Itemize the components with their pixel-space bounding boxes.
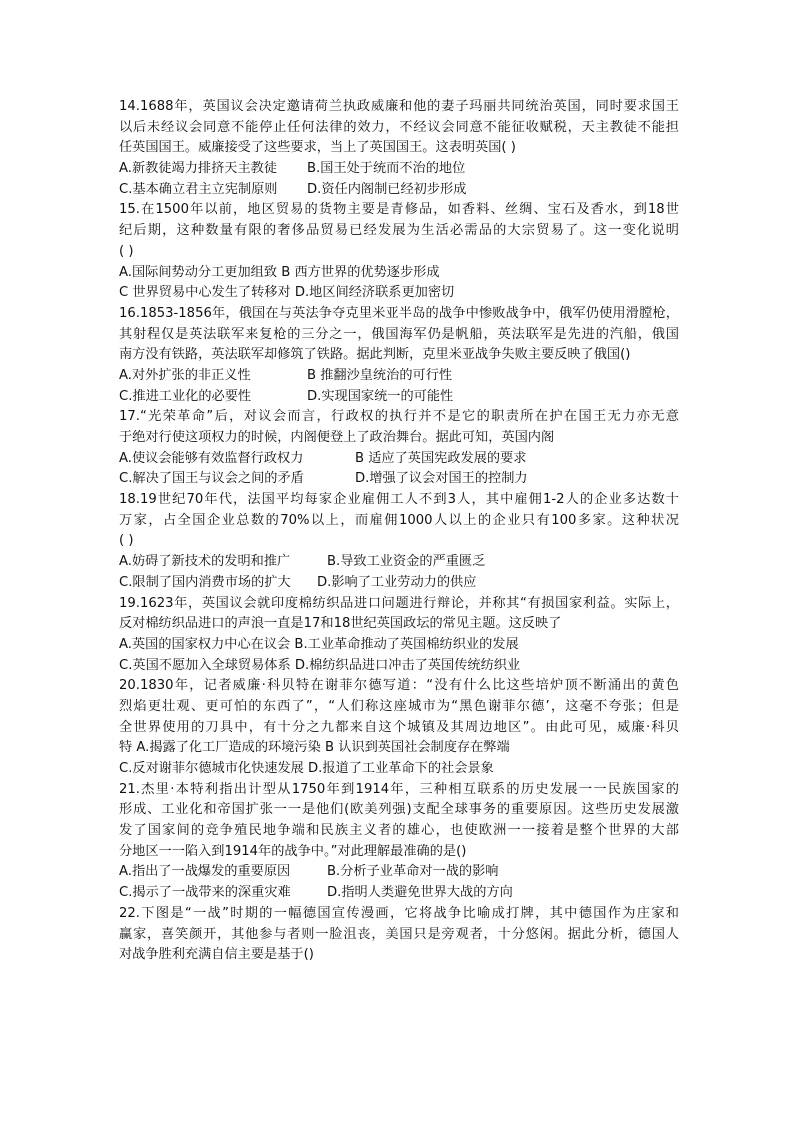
option-a-b[interactable]: A.国际间势动分工更加组致 B 西方世界的优势逐步形成 bbox=[119, 264, 440, 280]
option-c[interactable]: C.基本确立君主立宪制原则 bbox=[119, 181, 278, 197]
option-row bbox=[119, 469, 679, 490]
option-d[interactable]: D.资任内阁制已经初步形成 bbox=[307, 181, 467, 197]
option-d[interactable]: D.实现国家统一的可能性 bbox=[307, 388, 454, 404]
question-stem-line: 特 A.揭露了化工厂造成的环境污染 B 认识到英国社会制度存在弊端 bbox=[119, 740, 510, 756]
option-b[interactable]: B.分析子业革命对一战的影响 bbox=[327, 864, 499, 880]
question-20 bbox=[119, 676, 679, 779]
question-stem-line: 纪后期，这种数量有限的奢侈品贸易已经发展为生活必需品的大宗贸易了。这一变化说明 bbox=[119, 223, 679, 239]
option-c[interactable]: C.揭示了一战带来的深重灾难 bbox=[119, 885, 291, 901]
question-stem-line: 全世界使用的刀具中，有十分之九都来自这个城镇及其周边地区”。由此可见，威廉·科贝 bbox=[119, 719, 679, 735]
option-c[interactable]: C.推进工业化的必要性 bbox=[119, 388, 252, 404]
option-a[interactable]: A.指出了一战爆发的重要原因 bbox=[119, 864, 291, 880]
question-stem-line: 于绝对行使这项权力的时候，内阁便登上了政治舞台。据此可知，英国内阁 bbox=[119, 430, 555, 445]
question-19 bbox=[119, 594, 679, 677]
option-c-d[interactable]: C 世界贸易中心发生了转移对 D.地区间经济联系更加密切 bbox=[119, 285, 455, 301]
question-stem-line: 14.1688年，英国议会决定邀请荷兰执政威廉和他的妻子玛丽共同统治英国，同时要求国王 bbox=[119, 99, 679, 114]
question-stem-line: 17.“光荣革命”后，对议会而言，行政权的执行并不是它的职责所在护在国王无力亦无意 bbox=[119, 409, 679, 425]
option-a[interactable]: A.妨碍了新技术的发明和推广 bbox=[119, 554, 291, 570]
question-18 bbox=[119, 490, 679, 593]
question-stem-line: 反对棉纺织品进口的声浪一直是17和18世纪英国政坛的常见主题。这反映了 bbox=[119, 616, 562, 632]
question-stem-line: 以后未经议会同意不能停止任何法律的效力，不经议会同意不能征收赋税，天主教徒不能担 bbox=[119, 119, 679, 135]
option-b[interactable]: B.导致工业资金的严重匮乏 bbox=[327, 554, 486, 570]
question-17 bbox=[119, 407, 679, 490]
option-row bbox=[119, 552, 679, 573]
option-a[interactable]: A.新教徒竭力排挤天主教徒 bbox=[119, 161, 278, 177]
question-stem-line: 16.1853-1856年，俄国在与英法争夺克里米亚半岛的战争中惨败战争中，俄军仍使用滑膛枪， bbox=[119, 305, 679, 321]
option-row bbox=[119, 573, 679, 594]
option-row bbox=[119, 263, 679, 284]
question-stem-line: 烈焰更壮观、更可怕的东西了”，“人们称这座城市为“黑色谢菲尔德’，这毫不夸张；但是 bbox=[119, 698, 679, 714]
option-c[interactable]: C.限制了国内消费市场的扩大 bbox=[119, 574, 291, 590]
option-row bbox=[119, 283, 679, 304]
option-b[interactable]: B 适应了英国宪政发展的要求 bbox=[355, 450, 527, 466]
option-row bbox=[119, 656, 679, 677]
question-stem-line: 15.在1500年以前，地区贸易的货物主要是青修品，如香料、丝绸、宝石及香水，到18世 bbox=[119, 202, 679, 218]
question-stem-line: ( ) bbox=[119, 243, 134, 259]
question-stem-line: 20.1830年，记者威廉·科贝特在谢菲尔德写道：“没有什么比这些培炉顶不断涌出的黄色 bbox=[119, 678, 679, 694]
option-a[interactable]: A.对外扩张的非正义性 bbox=[119, 367, 251, 383]
option-d[interactable]: D.影响了工业劳动力的供应 bbox=[317, 574, 477, 590]
question-stem-line: 其射程仅是英法联军来复枪的三分之一，俄国海军仍是帆船，英法联军是先进的汽船，俄国 bbox=[119, 326, 679, 342]
option-row bbox=[119, 159, 679, 180]
question-16 bbox=[119, 304, 679, 407]
option-a-b[interactable]: A.英国的国家权力中心在议会 B.工业革命推动了英国棉纺织业的发展 bbox=[119, 636, 519, 652]
question-stem-line: 对战争胜利充满自信主要是基于() bbox=[119, 947, 314, 963]
question-15 bbox=[119, 200, 679, 303]
question-stem-line: 形成、工业化和帝国扩张一一是他们(欧美列强)支配全球事务的重要原因。这些历史发展激 bbox=[119, 802, 679, 818]
option-d[interactable]: D.指明人类避免世界大战的方向 bbox=[327, 885, 513, 901]
question-stem-line: 发了国家间的竞争殖民地争端和民族主义者的雄心，也使欧洲一一接着是整个世界的大部 bbox=[119, 823, 679, 839]
option-c-d[interactable]: C.英国不愿加入全球贸易体系 D.棉纺织品进口冲击了英国传统纺织业 bbox=[119, 657, 521, 673]
question-stem-line: 分地区一一陷入到1914年的战争中。”对此理解最准确的是() bbox=[119, 843, 467, 859]
question-stem-line: 赢家，喜笑颜开，其他参与者则一脸沮丧，美国只是旁观者，十分悠闲。据此分析，德国人 bbox=[119, 926, 679, 942]
question-stem-line: 19.1623年，英国议会就印度棉纺织品进口问题进行辩论，并称其“有损国家利益。实际上， bbox=[119, 595, 679, 611]
question-stem-line: ( ) bbox=[119, 533, 134, 549]
question-22 bbox=[119, 904, 679, 966]
option-b[interactable]: B.国王处于统而不治的地位 bbox=[307, 161, 466, 177]
question-stem-line: 22.下图是“一战”时期的一幅德国宣传漫画，它将战争比喻成打牌，其中德国作为庄家和 bbox=[119, 905, 679, 921]
option-c[interactable]: C.解决了国王与议会之间的矛盾 bbox=[119, 471, 304, 487]
option-row bbox=[119, 862, 679, 883]
question-stem-line: 21.杰里·本特利指出计型从1750年到1914年，三种相互联系的历史发展一一民族国家的 bbox=[119, 781, 679, 797]
option-a[interactable]: A.使议会能够有效监督行政权力 bbox=[119, 450, 304, 466]
option-row bbox=[119, 366, 679, 387]
option-row bbox=[119, 387, 679, 408]
option-row bbox=[119, 635, 679, 656]
option-row bbox=[119, 759, 679, 780]
option-row bbox=[119, 883, 679, 904]
option-row bbox=[119, 449, 679, 470]
question-14 bbox=[119, 97, 679, 200]
question-stem-line: 万家，占全国企业总数的70%以上，而雇佣1000人以上的企业只有100多家。这种状况 bbox=[119, 512, 679, 528]
option-row bbox=[119, 180, 679, 201]
exam-page bbox=[119, 97, 679, 966]
question-stem-line: 南方没有铁路，英法联军却修筑了铁路。据此判断，克里米亚战争失败主要反映了俄国() bbox=[119, 347, 631, 363]
option-d[interactable]: D.增强了议会对国王的控制力 bbox=[355, 471, 528, 487]
question-stem-line: 任英国国王。威廉接受了这些要求，当上了英国国王。这表明英国( ) bbox=[119, 140, 516, 156]
option-c-d[interactable]: C.反对谢菲尔德城市化快速发展 D.报道了工业革命下的社会景象 bbox=[119, 761, 494, 776]
option-b[interactable]: B 推翻沙皇统治的可行性 bbox=[307, 367, 453, 383]
question-21 bbox=[119, 780, 679, 904]
question-stem-line: 18.19世纪70年代，法国平均每家企业雇佣工人不到3人，其中雇佣1-2人的企业多达数十 bbox=[119, 492, 679, 508]
